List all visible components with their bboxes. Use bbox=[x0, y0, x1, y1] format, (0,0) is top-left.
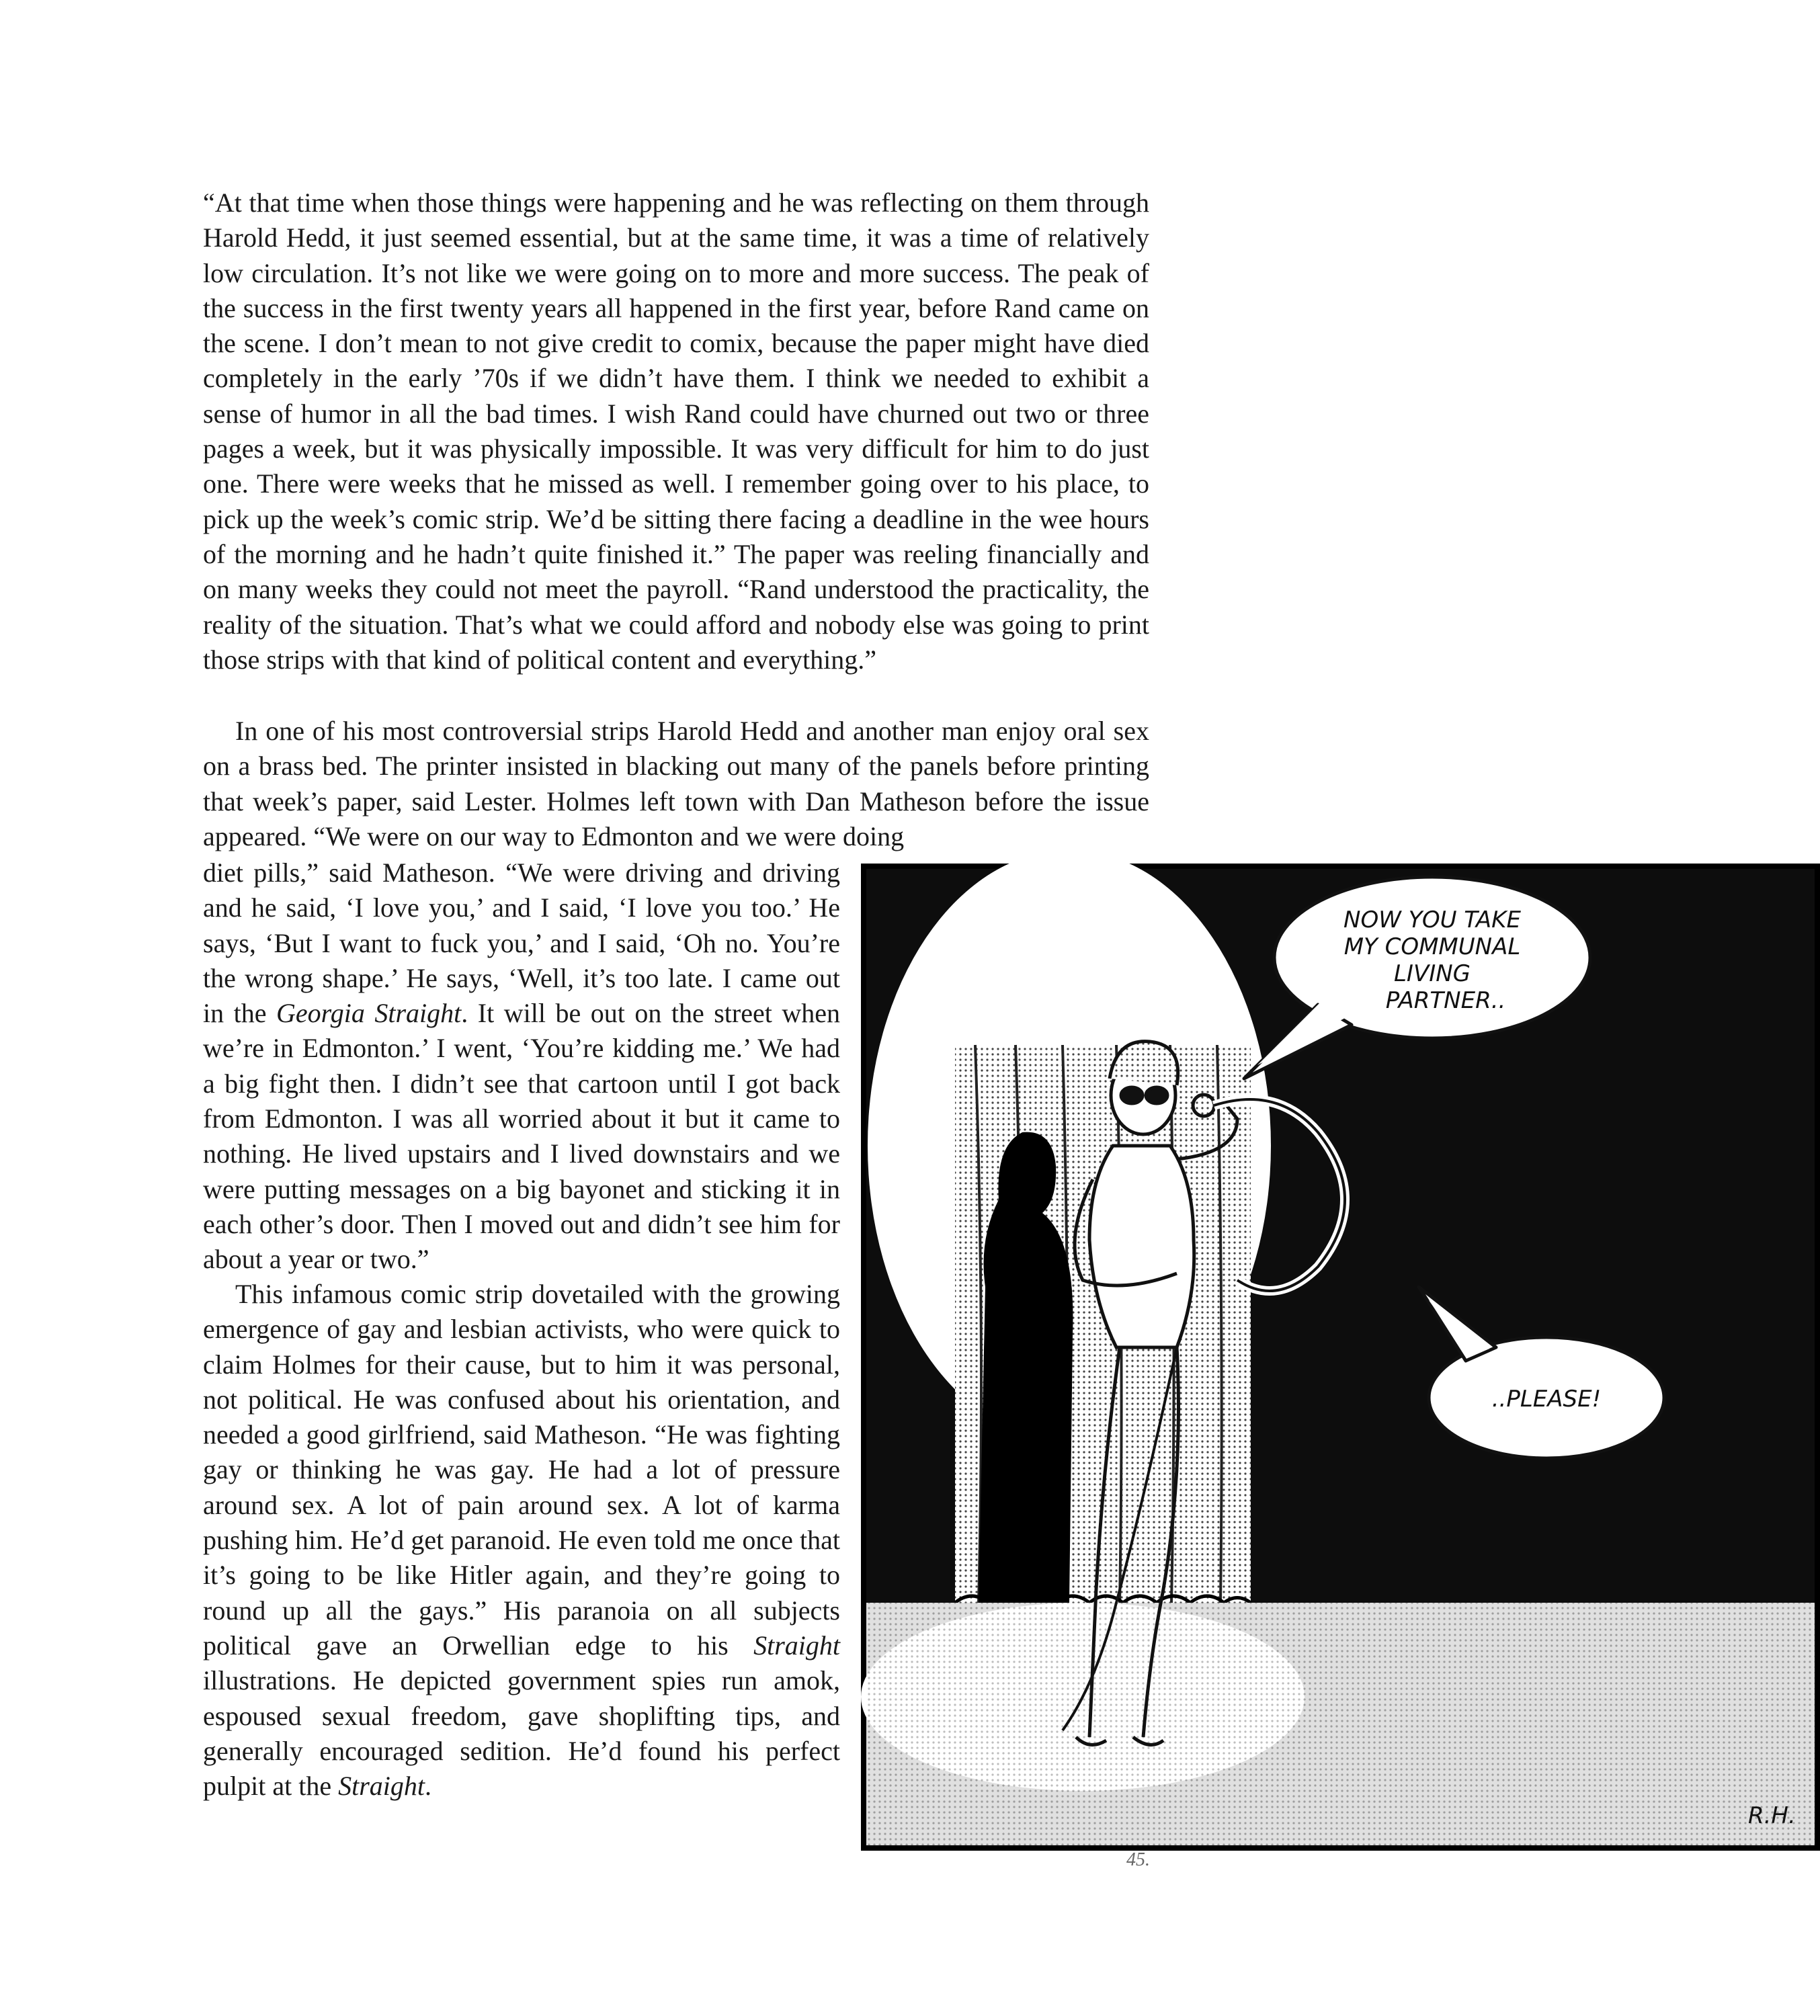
paragraph-controversial-strip bbox=[203, 714, 1149, 854]
bubble-1-line-1: NOW YOU TAKE bbox=[1343, 907, 1521, 933]
comic-panel-svg bbox=[861, 864, 1820, 1851]
paragraph-matheson-quote bbox=[203, 855, 840, 1277]
paragraph-quote-circulation bbox=[203, 185, 1149, 677]
bubble-1-line-3: LIVING bbox=[1393, 960, 1471, 987]
paragraph-4-text-a: This infamous comic strip dovetailed with the growing emergence of gay and lesbian activists, who were quick to claim Holmes for their cause, but to him it was personal, not political. He was confused about his orientation, and needed a good girlfriend, said Matheson. “He was fighting gay or thinking he was gay. He had a lot of pressure around sex. A lot of pain around sex. A lot of karma pushing him. He’d get paranoid. He even told me once that it’s going to be like Hitler again, and they’re going to round up all the gays.” His paranoia on all subjects political gave an Orwellian edge to his bbox=[203, 1279, 840, 1661]
bubble-1-line-2: MY COMMUNAL bbox=[1343, 933, 1521, 960]
straight-title-1: Straight bbox=[753, 1630, 840, 1661]
page-number: 45. bbox=[1126, 1849, 1150, 1870]
paragraph-1-text: “At that time when those things were happening and he was reflecting on them through Harold Hedd, it just seemed essential, but at the same time, it was a time of relatively low circulation. It’s not like we were going on to more and more success. The peak of the success in the first twenty years all happened in the first year, before Rand came on the scene. I don’t mean to not give credit to comix, because the paper might have died completely in the early ’70s if we didn’t have them. I think we needed to exhibit a sense of humor in all the bad times. I wish Rand could have churned out two or three pages a week, but it was physically impossible. It was very difficult for him to do just one. There were weeks that he missed as well. I remember going over to his place, to pick up the week’s comic strip. We’d be sitting there facing a deadline in the wee hours of the morning and he hadn’t quite finished it.” The paper was reeling financially and on many weeks they could not meet the payroll. “Rand understood the practicality, the reality of the situation. That’s what we could afford and nobody else was going to print those strips with that kind of political content and everything.” bbox=[203, 187, 1149, 675]
paragraph-infamous-strip bbox=[203, 1277, 840, 1804]
paragraph-2-text: In one of his most controversial strips Harold Hedd and another man enjoy oral sex on a brass bed. The printer insisted in blacking out many of the panels before printing that week’s paper, said Lester. Holmes left town with Dan Matheson before the issue appeared. “We were on our way to Edmonton and we were doing bbox=[203, 716, 1149, 851]
paragraph-3-text-b: . It will be out on the street when we’re in Edmonton.’ I went, ‘You’re kidding me.’ We had a big fight then. I didn’t see that cartoon until I got back from Edmonton. I was all worried about it but it came to nothing. He lived upstairs and I lived downstairs and we were putting messages on a big bayonet and sticking it in each other’s door. Then I moved out and didn’t see him for about a year or two.” bbox=[203, 998, 841, 1275]
stage-floor bbox=[861, 1603, 1815, 1845]
paragraph-4-text-c: . bbox=[424, 1771, 431, 1802]
artist-signature: R.H. bbox=[1748, 1802, 1796, 1829]
paragraph-3-text-a: diet pills,” said Matheson. “We were driving and driving and he said, ‘I love you,’ and I said, ‘I love you too.’ He says, ‘But I want to fuck you,’ and I said, ‘Oh no. You’re the wrong shape.’ He says, ‘Well, it’s too late. I came out in the bbox=[203, 857, 840, 1029]
bubble-2-text: ..PLEASE! bbox=[1491, 1386, 1602, 1413]
georgia-straight-title: Georgia Straight bbox=[276, 998, 462, 1029]
comic-panel-illustration bbox=[861, 864, 1820, 1851]
bubble-1-line-4: PARTNER.. bbox=[1385, 987, 1506, 1014]
straight-title-2: Straight bbox=[338, 1771, 425, 1802]
paragraph-4-text-b: illustrations. He depicted government spies run amok, espoused sexual freedom, gave shoplifting tips, and generally encouraged sedition. He’d found his perfect pulpit at the bbox=[203, 1665, 840, 1802]
